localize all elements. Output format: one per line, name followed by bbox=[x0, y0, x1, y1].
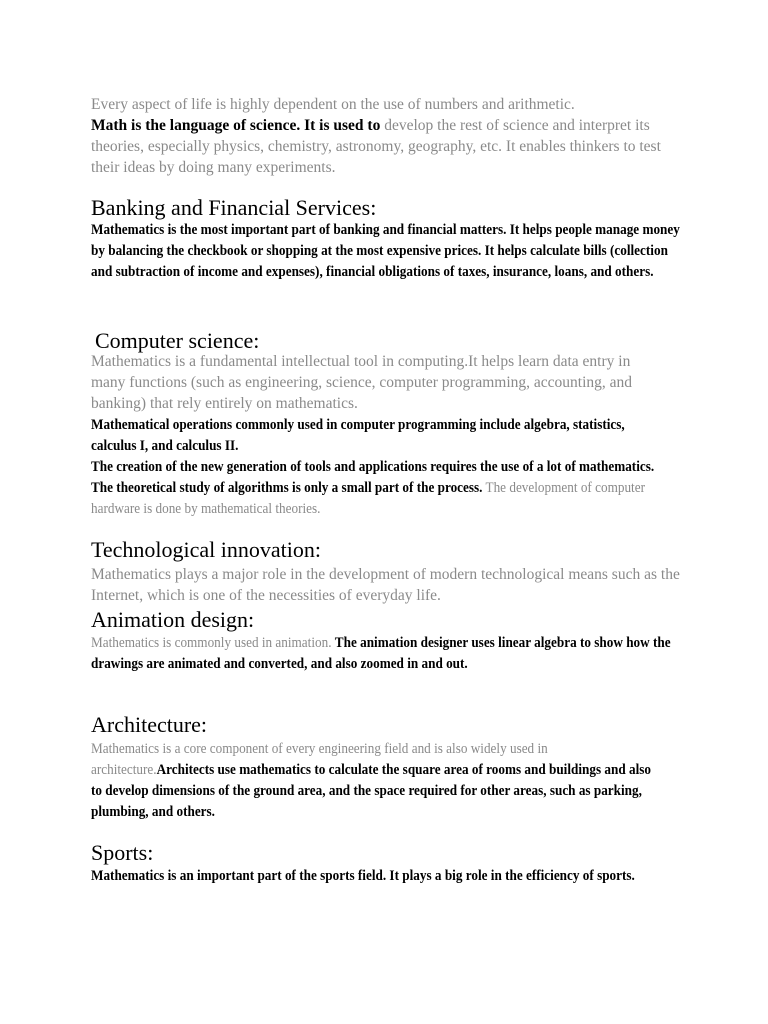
intro-paragraph-dark: Math is the language of science. It is used to bbox=[91, 117, 385, 134]
intro-paragraph bbox=[91, 115, 671, 178]
tech-paragraph: Mathematics plays a major role in the development of modern technological means such as the Internet, which is one of the necessities of everyday life. bbox=[91, 566, 680, 604]
heading-computer-science: Computer science: bbox=[95, 328, 260, 353]
animation-gray: Mathematics is commonly used in animation. bbox=[91, 635, 335, 651]
animation-paragraph bbox=[91, 633, 689, 675]
sports-paragraph: Mathematics is an important part of the sports field. It plays a big role in the efficiency of sports. bbox=[91, 868, 635, 884]
heading-sports: Sports: bbox=[91, 840, 154, 865]
architecture-gray: Mathematics is a core component of every engineering field and is also widely used in architecture. bbox=[91, 741, 548, 778]
banking-paragraph: Mathematics is the most important part of banking and financial matters. It helps people manage money by balancing the checkbook or shopping at the most expensive prices. It helps calculate bills (collection and subtraction of income and expenses), financial obligations of taxes, insurance, loans, and others. bbox=[91, 222, 680, 280]
architecture-paragraph bbox=[91, 739, 654, 823]
computer-operations-paragraph: Mathematical operations commonly used in computer programming include algebra, statistics, calculus I, and calculus II. bbox=[91, 417, 625, 454]
computer-creation-dark: The creation of the new generation of tools and applications requires the use of a lot of mathematics. The theoretical study of algorithms is only a small part of the process. bbox=[91, 459, 655, 496]
computer-gray-paragraph: Mathematics is a fundamental intellectual tool in computing.It helps learn data entry in many functions (such as engineering, science, computer programming, accounting, and banking) that rely entirely on mathematics. bbox=[91, 353, 633, 412]
computer-creation-gray: The development of computer hardware is done by mathematical theories. bbox=[91, 480, 645, 517]
intro-paragraph-gray: develop the rest of science and interpret its theories, especially physics, chemistry, astronomy, geography, etc. It enables thinkers to test their ideas by doing many experiments. bbox=[91, 117, 661, 176]
heading-tech-innovation: Technological innovation: bbox=[91, 537, 322, 562]
architecture-dark: Architects use mathematics to calculate the square area of rooms and buildings and also to develop dimensions of the ground area, and the space required for other areas, such as parking, plumbing, and others. bbox=[91, 762, 651, 820]
heading-architecture: Architecture: bbox=[91, 712, 208, 737]
heading-animation-design: Animation design: bbox=[91, 607, 255, 632]
heading-banking: Banking and Financial Services: bbox=[91, 195, 377, 220]
computer-creation-paragraph bbox=[91, 457, 672, 520]
intro-line: Every aspect of life is highly dependent on the use of numbers and arithmetic. bbox=[91, 96, 575, 113]
animation-dark: The animation designer uses linear algebra to show how the drawings are animated and converted, and also zoomed in and out. bbox=[91, 635, 671, 672]
